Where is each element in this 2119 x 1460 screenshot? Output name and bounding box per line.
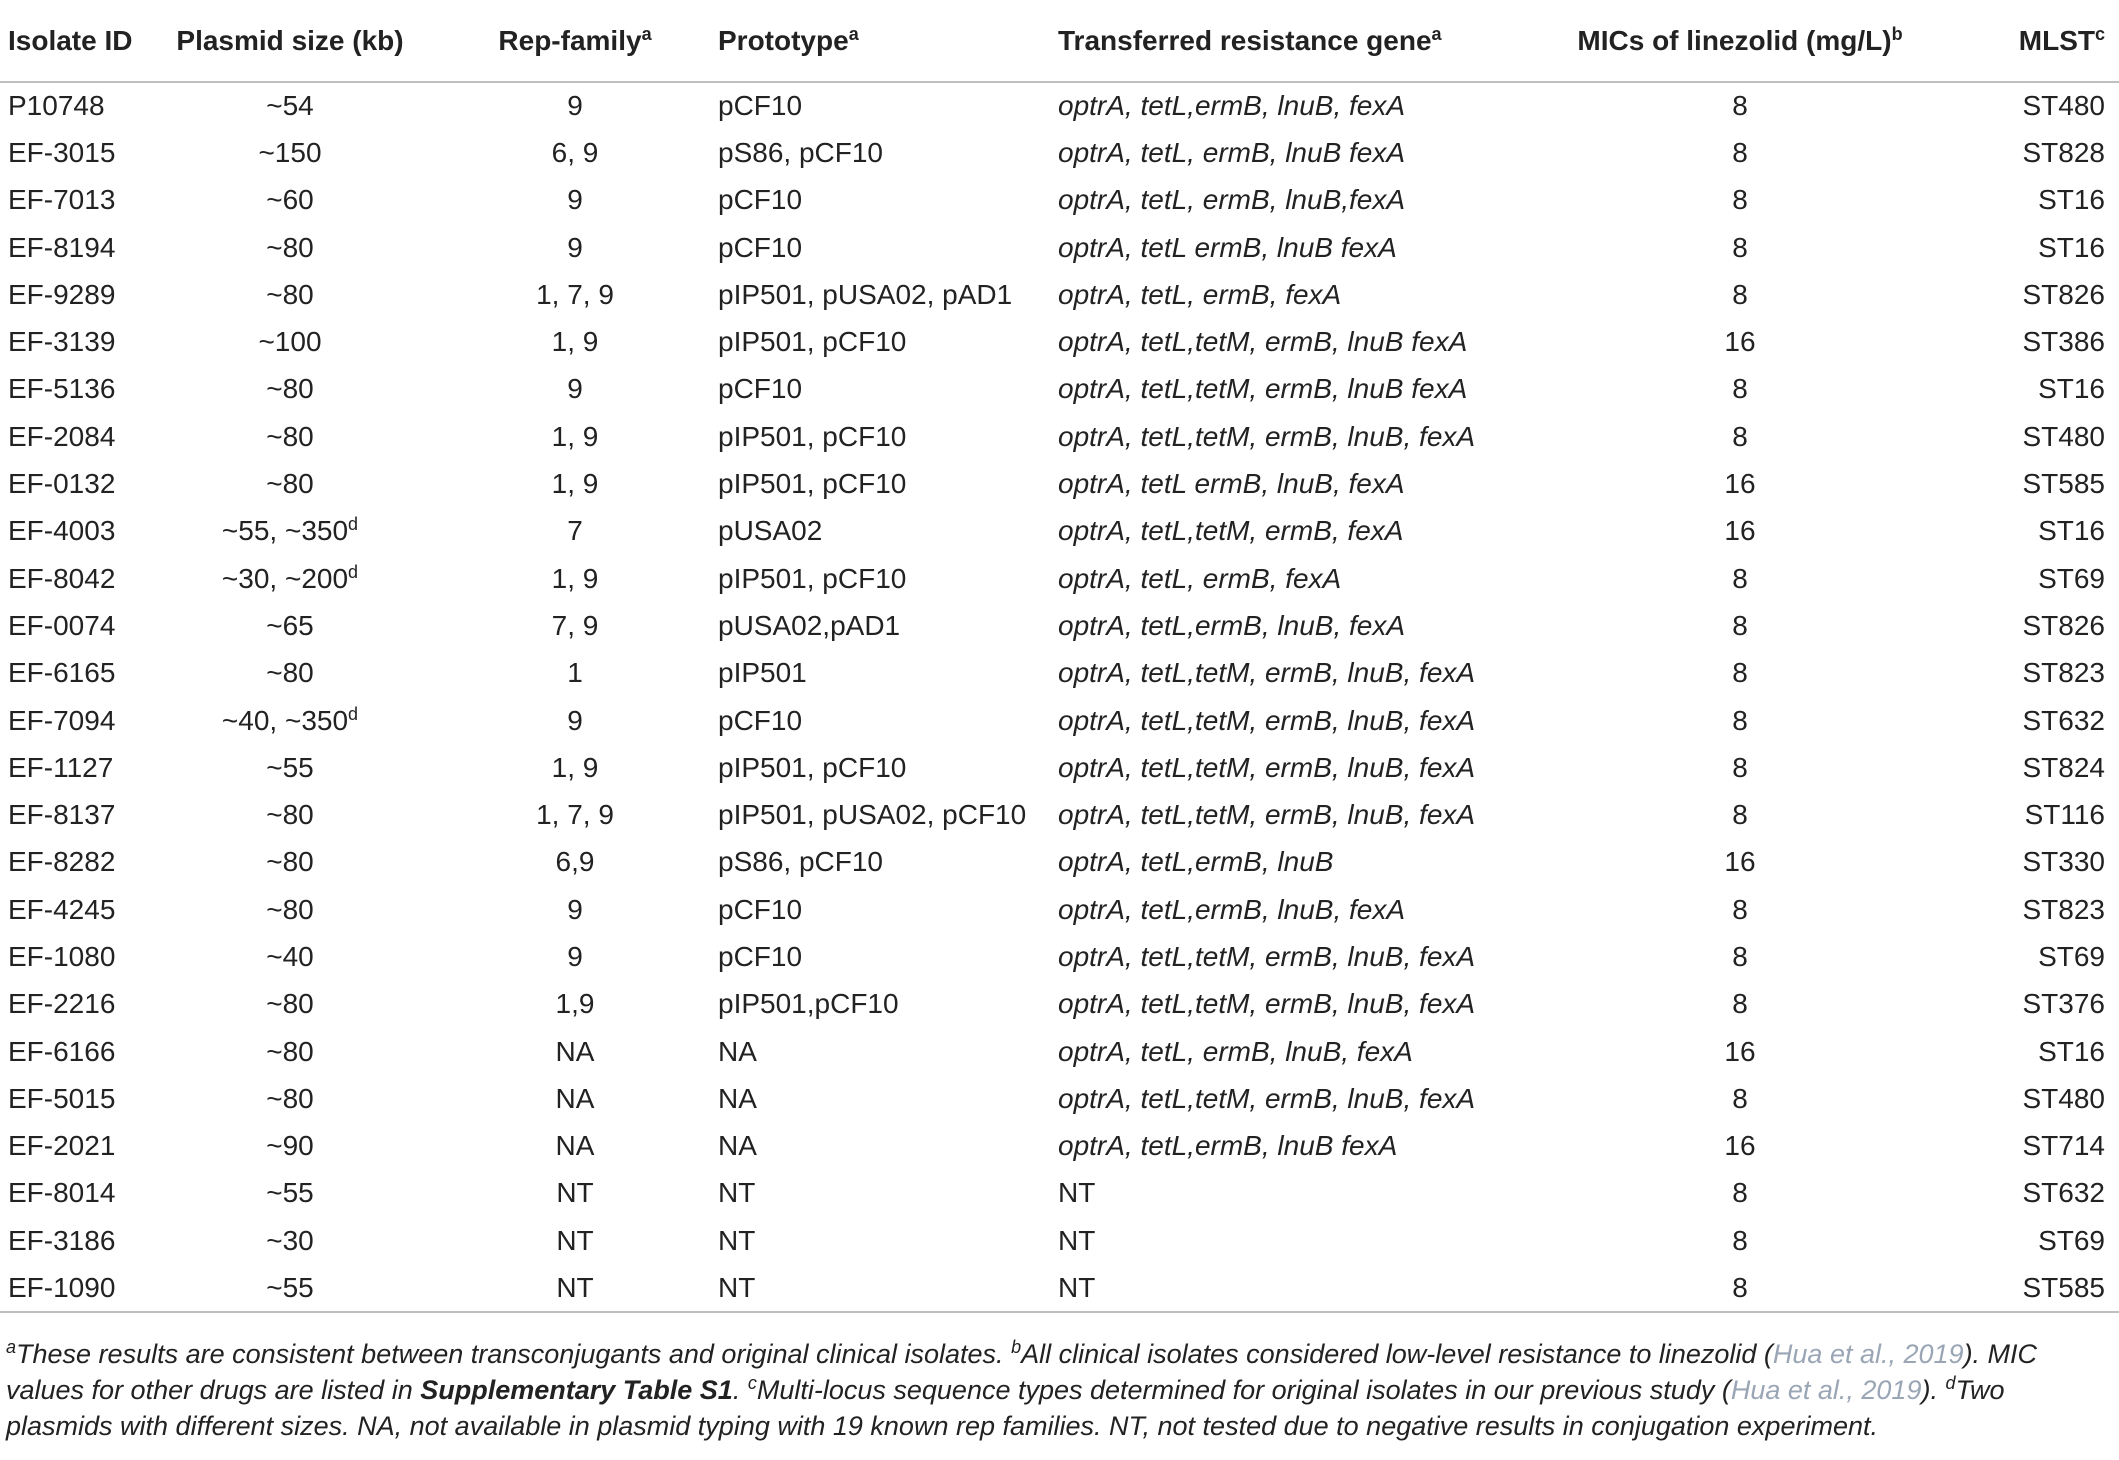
table-row — [0, 697, 2119, 744]
cell-mlst: ST480 — [2022, 1082, 2105, 1114]
cell-plasmid-size: ~54 — [266, 90, 314, 122]
cell-rep-family: 1, 7, 9 — [536, 278, 614, 310]
cell-mlst: ST823 — [2022, 893, 2105, 925]
cell-plasmid-size: ~55 — [266, 1177, 314, 1209]
table-row — [0, 224, 2119, 271]
cell-prototype: pIP501, pCF10 — [718, 751, 907, 783]
cell-rep-family: 6,9 — [555, 846, 595, 878]
cell-isolate-id: EF-8282 — [8, 846, 116, 878]
cell-mic: 8 — [1732, 988, 1748, 1020]
table-row — [0, 1028, 2119, 1075]
cell-prototype: NA — [718, 1035, 757, 1067]
cell-prototype: pUSA02,pAD1 — [718, 609, 901, 641]
cell-mic: 16 — [1724, 1130, 1756, 1162]
cell-resistance-gene: optrA, tetL,tetM, ermB, lnuB, fexA — [1058, 940, 1476, 972]
citation-link[interactable]: Hua et al., 2019 — [1772, 1339, 1964, 1369]
table-row — [0, 318, 2119, 365]
cell-prototype: pCF10 — [718, 231, 803, 263]
cell-mlst: ST632 — [2022, 704, 2105, 736]
cell-mlst: ST386 — [2022, 326, 2105, 358]
header-isolate-id: Isolate ID — [0, 0, 140, 82]
cell-isolate-id: EF-3015 — [8, 136, 116, 168]
cell-plasmid-size: ~65 — [266, 609, 314, 641]
footnote-b-end: . — [732, 1375, 748, 1405]
footnote-a: These results are consistent between transconjugants and original clinical isolates. — [16, 1339, 1012, 1369]
cell-resistance-gene: optrA, tetL,tetM, ermB, lnuB, fexA — [1058, 704, 1476, 736]
table-row — [0, 82, 2119, 129]
footnote-d-mark: d — [1945, 1373, 1956, 1393]
cell-plasmid-size: ~80 — [266, 1035, 314, 1067]
table-row — [0, 413, 2119, 460]
cell-isolate-id: EF-5136 — [8, 373, 116, 405]
cell-mic: 8 — [1732, 940, 1748, 972]
cell-prototype: pIP501,pCF10 — [718, 988, 899, 1020]
cell-isolate-id: EF-9289 — [8, 278, 116, 310]
cell-plasmid-size: ~80 — [266, 278, 314, 310]
cell-rep-family: 9 — [567, 893, 583, 925]
table-row — [0, 508, 2119, 555]
cell-plasmid-size: ~55 — [266, 751, 314, 783]
cell-resistance-gene: optrA, tetL ermB, lnuB fexA — [1058, 231, 1397, 263]
cell-mic: 8 — [1550, 1264, 1930, 1311]
cell-mic: 8 — [1732, 1082, 1748, 1114]
cell-isolate-id: EF-6165 — [8, 657, 116, 689]
cell-resistance-gene: optrA, tetL,ermB, lnuB fexA — [1058, 1130, 1398, 1162]
cell-mlst: ST824 — [2022, 751, 2105, 783]
cell-mic: 8 — [1732, 231, 1748, 263]
cell-plasmid-size: ~80 — [266, 799, 314, 831]
cell-rep-family: 1 — [567, 657, 583, 689]
cell-rep-family: 1, 7, 9 — [536, 799, 614, 831]
cell-plasmid-size: ~80 — [266, 657, 314, 689]
cell-isolate-id: EF-1127 — [8, 751, 114, 783]
cell-mic: 8 — [1732, 90, 1748, 122]
cell-prototype: NT — [718, 1177, 756, 1209]
table-row — [0, 555, 2119, 602]
cell-plasmid-size: ~30 — [266, 1224, 314, 1256]
cell-isolate-id: EF-1090 — [0, 1264, 140, 1311]
cell-resistance-gene: NT — [1058, 1177, 1096, 1209]
table-row — [0, 1123, 2119, 1170]
header-mic: MICs of linezolid $(mg/L)^b$ — [1550, 0, 1930, 82]
cell-mic: 8 — [1732, 278, 1748, 310]
footnote-c: Multi-locus sequence types determined for original isolates in our previous study ( — [756, 1375, 1731, 1405]
cell-isolate-id: EF-4003 — [8, 515, 116, 547]
cell-isolate-id: EF-6166 — [8, 1035, 116, 1067]
cell-mic: 8 — [1732, 1224, 1748, 1256]
cell-prototype: NA — [718, 1130, 757, 1162]
cell-plasmid-size: ~80 — [266, 231, 314, 263]
cell-rep-family: 1, 9 — [551, 562, 599, 594]
cell-rep-family: 9 — [567, 940, 583, 972]
cell-rep-family: 1, 9 — [551, 420, 599, 452]
header-mlst: MLST$^c$ — [1930, 0, 2119, 82]
cell-mic: 8 — [1732, 657, 1748, 689]
cell-prototype: pIP501, pUSA02, pCF10 — [718, 799, 1027, 831]
cell-resistance-gene: optrA, tetL, ermB, lnuB, fexA — [1058, 1035, 1413, 1067]
table-row — [0, 886, 2119, 933]
header-prototype: Prototype$^a$ — [710, 0, 1050, 82]
cell-isolate-id: EF-5015 — [8, 1082, 116, 1114]
footnote-b: All clinical isolates considered low-level resistance to linezolid ( — [1021, 1339, 1773, 1369]
table-row — [0, 460, 2119, 507]
cell-resistance-gene: optrA, tetL,tetM, ermB, lnuB fexA — [1058, 373, 1468, 405]
cell-resistance-gene: NT — [1058, 1224, 1096, 1256]
table-row — [0, 1075, 2119, 1122]
cell-isolate-id: EF-2021 — [8, 1130, 116, 1162]
cell-rep-family: 9 — [567, 704, 583, 736]
cell-rep-family: NT — [440, 1264, 710, 1311]
table-body — [0, 82, 2119, 1312]
cell-mlst: ST480 — [2022, 90, 2105, 122]
table-row — [0, 1217, 2119, 1264]
cell-isolate-id: EF-2084 — [8, 420, 116, 452]
cell-isolate-id: EF-0132 — [8, 468, 116, 500]
cell-rep-family: 1, 9 — [551, 326, 599, 358]
footnote-a-mark: a — [6, 1337, 17, 1357]
cell-mic: 8 — [1732, 1177, 1748, 1209]
cell-isolate-id: EF-2216 — [8, 988, 116, 1020]
cell-prototype: NT — [710, 1264, 1050, 1311]
cell-plasmid-size: ~80 — [266, 420, 314, 452]
cell-rep-family: 1, 9 — [551, 468, 599, 500]
table-row — [0, 981, 2119, 1028]
cell-prototype: pCF10 — [718, 373, 803, 405]
cell-plasmid-size: ~150 — [258, 136, 322, 168]
cell-mlst: ST585 — [1930, 1264, 2119, 1311]
cell-mic: 16 — [1724, 846, 1756, 878]
table-row — [0, 1264, 2119, 1311]
cell-mlst: ST828 — [2022, 136, 2105, 168]
cell-rep-family: NT — [556, 1177, 594, 1209]
table-header-row — [0, 0, 2119, 82]
cell-plasmid-size: ~80 — [266, 468, 314, 500]
cell-rep-family: NA — [555, 1130, 595, 1162]
cell-isolate-id: EF-7013 — [8, 184, 116, 216]
cell-mic: 8 — [1732, 893, 1748, 925]
cell-prototype: pIP501, pCF10 — [718, 468, 907, 500]
table-row — [0, 129, 2119, 176]
cell-resistance-gene: optrA, tetL,tetM, ermB, lnuB, fexA — [1058, 420, 1476, 452]
header-rep-family: Rep-family$^a$ — [440, 0, 710, 82]
table-row — [0, 1170, 2119, 1217]
cell-mic: 8 — [1732, 373, 1748, 405]
cell-resistance-gene: optrA, tetL,ermB, lnuB — [1058, 846, 1334, 878]
cell-rep-family: 1, 9 — [551, 751, 599, 783]
header-plasmid-size: Plasmid size (kb) — [140, 0, 440, 82]
cell-plasmid-size: ~100 — [258, 326, 322, 358]
cell-prototype: pCF10 — [718, 893, 803, 925]
cell-mlst: ST16 — [2038, 184, 2105, 216]
cell-rep-family: 9 — [567, 90, 583, 122]
cell-mic: 16 — [1724, 515, 1756, 547]
cell-prototype: pUSA02 — [718, 515, 823, 547]
cell-plasmid-size: ~80 — [266, 1082, 314, 1114]
table-row — [0, 366, 2119, 413]
cell-mlst: ST116 — [2024, 799, 2105, 831]
footnote-c-cont: ). — [1921, 1375, 1946, 1405]
table-row — [0, 791, 2119, 838]
cell-mlst: ST330 — [2022, 846, 2105, 878]
cell-resistance-gene: optrA, tetL,ermB, lnuB, fexA — [1058, 609, 1406, 641]
cell-rep-family: NA — [555, 1035, 595, 1067]
cell-resistance-gene: NT — [1050, 1264, 1550, 1311]
cell-mic: 8 — [1732, 751, 1748, 783]
cell-plasmid-size: ~80 — [266, 846, 314, 878]
cell-plasmid-size: ~40 — [266, 940, 314, 972]
cell-plasmid-size: ~80 — [266, 988, 314, 1020]
cell-prototype: NA — [718, 1082, 757, 1114]
cell-mic: 8 — [1732, 420, 1748, 452]
cell-prototype: pIP501, pCF10 — [718, 420, 907, 452]
footnote-b-cont: ). MIC values for other drugs are listed in — [6, 1339, 2038, 1405]
cell-isolate-id: EF-3186 — [8, 1224, 116, 1256]
cell-mlst: ST16 — [2038, 231, 2105, 263]
cell-mic: 8 — [1732, 136, 1748, 168]
footnote-c-mark: c — [747, 1373, 757, 1393]
cell-prototype: pCF10 — [718, 184, 803, 216]
table-row — [0, 744, 2119, 791]
cell-isolate-id: EF-3139 — [8, 326, 116, 358]
cell-isolate-id: EF-8042 — [8, 562, 116, 594]
cell-mic: 8 — [1732, 184, 1748, 216]
cell-isolate-id: EF-8014 — [8, 1177, 116, 1209]
cell-resistance-gene: optrA, tetL,tetM, ermB, lnuB, fexA — [1058, 657, 1476, 689]
cell-resistance-gene: optrA, tetL,ermB, lnuB, fexA — [1058, 893, 1406, 925]
cell-mic: 16 — [1724, 326, 1756, 358]
cell-prototype: pCF10 — [718, 704, 803, 736]
cell-resistance-gene: optrA, tetL,tetM, ermB, lnuB, fexA — [1058, 751, 1476, 783]
citation-link[interactable]: Hua et al., 2019 — [1730, 1375, 1922, 1405]
table-row — [0, 933, 2119, 980]
cell-prototype: pCF10 — [718, 940, 803, 972]
cell-rep-family: NA — [555, 1082, 595, 1114]
cell-mlst: ST16 — [2038, 373, 2105, 405]
cell-mic: 8 — [1732, 609, 1748, 641]
cell-plasmid-size: ~80 — [266, 373, 314, 405]
supplementary-table-link[interactable]: Supplementary Table S1 — [420, 1375, 733, 1405]
cell-prototype: pIP501, pCF10 — [718, 326, 907, 358]
cell-isolate-id: EF-7094 — [8, 704, 116, 736]
cell-resistance-gene: optrA, tetL,tetM, ermB, lnuB, fexA — [1058, 1082, 1476, 1114]
cell-rep-family: 7 — [567, 515, 583, 547]
cell-plasmid-size: ~80 — [266, 893, 314, 925]
cell-plasmid-size: ~60 — [266, 184, 314, 216]
footnote-b-mark: b — [1011, 1337, 1022, 1357]
cell-resistance-gene: optrA, tetL, ermB, fexA — [1058, 278, 1342, 310]
footnote-d: Two plasmids with different sizes. NA, not available in plasmid typing with 19 known rep families. NT, not tested due to negative results in conjugation experiment. — [6, 1375, 2005, 1441]
cell-mlst: ST826 — [2022, 278, 2105, 310]
cell-resistance-gene: optrA, tetL ermB, lnuB, fexA — [1058, 468, 1405, 500]
cell-mic: 8 — [1732, 704, 1748, 736]
table-footnotes — [6, 1336, 2106, 1444]
cell-isolate-id: EF-8137 — [8, 799, 116, 831]
cell-mlst: ST480 — [2022, 420, 2105, 452]
cell-mlst: ST826 — [2022, 609, 2105, 641]
cell-isolate-id: EF-1080 — [8, 940, 116, 972]
cell-resistance-gene: optrA, tetL,tetM, ermB, lnuB fexA — [1058, 326, 1468, 358]
cell-prototype: pCF10 — [718, 90, 803, 122]
cell-resistance-gene: optrA, tetL,tetM, ermB, lnuB, fexA — [1058, 799, 1476, 831]
cell-mlst: ST714 — [2022, 1130, 2105, 1162]
cell-mlst: ST69 — [2038, 940, 2105, 972]
cell-mic: 16 — [1724, 468, 1756, 500]
cell-mic: 16 — [1724, 1035, 1756, 1067]
table-row — [0, 271, 2119, 318]
cell-mic: 8 — [1732, 799, 1748, 831]
cell-rep-family: NT — [556, 1224, 594, 1256]
header-resistance-gene: Transferred resistance gene$^a$ — [1050, 0, 1550, 82]
cell-prototype: pIP501, pCF10 — [718, 562, 907, 594]
cell-plasmid-size: ~30, ~200$^d$ — [221, 561, 359, 594]
cell-mlst: ST585 — [2022, 468, 2105, 500]
cell-resistance-gene: optrA, tetL,tetM, ermB, fexA — [1058, 515, 1404, 547]
cell-resistance-gene: optrA, tetL,ermB, lnuB, fexA — [1058, 90, 1406, 122]
cell-plasmid-size: ~90 — [266, 1130, 314, 1162]
table-row — [0, 602, 2119, 649]
cell-rep-family: 6, 9 — [551, 136, 599, 168]
cell-mlst: ST16 — [2038, 515, 2105, 547]
cell-rep-family: 9 — [567, 231, 583, 263]
cell-mlst: ST69 — [2038, 1224, 2105, 1256]
cell-prototype: pIP501, pUSA02, pAD1 — [718, 278, 1013, 310]
table-row — [0, 177, 2119, 224]
table-row — [0, 650, 2119, 697]
cell-isolate-id: EF-4245 — [8, 893, 116, 925]
cell-isolate-id: P10748 — [8, 90, 105, 122]
cell-mic: 8 — [1732, 562, 1748, 594]
cell-resistance-gene: optrA, tetL, ermB, fexA — [1058, 562, 1342, 594]
cell-isolate-id: EF-8194 — [8, 231, 116, 263]
cell-rep-family: 9 — [567, 184, 583, 216]
cell-isolate-id: EF-0074 — [8, 609, 116, 641]
cell-rep-family: 9 — [567, 373, 583, 405]
cell-plasmid-size: ~40, ~350$^d$ — [221, 703, 359, 736]
cell-mlst: ST823 — [2022, 657, 2105, 689]
cell-rep-family: 7, 9 — [551, 609, 599, 641]
cell-mlst: ST69 — [2038, 562, 2105, 594]
cell-mlst: ST632 — [2022, 1177, 2105, 1209]
cell-prototype: NT — [718, 1224, 756, 1256]
cell-rep-family: 1,9 — [555, 988, 595, 1020]
cell-prototype: pS86, pCF10 — [718, 136, 883, 168]
table-row — [0, 839, 2119, 886]
cell-prototype: pIP501 — [718, 657, 807, 689]
cell-mlst: ST16 — [2038, 1035, 2105, 1067]
cell-plasmid-size: ~55 — [140, 1264, 440, 1311]
cell-prototype: pS86, pCF10 — [718, 846, 883, 878]
cell-resistance-gene: optrA, tetL, ermB, lnuB fexA — [1058, 136, 1406, 168]
cell-resistance-gene: optrA, tetL, ermB, lnuB,fexA — [1058, 184, 1406, 216]
cell-mlst: ST376 — [2022, 988, 2105, 1020]
cell-resistance-gene: optrA, tetL,tetM, ermB, lnuB, fexA — [1058, 988, 1476, 1020]
cell-plasmid-size: ~55, ~350$^d$ — [221, 514, 359, 547]
